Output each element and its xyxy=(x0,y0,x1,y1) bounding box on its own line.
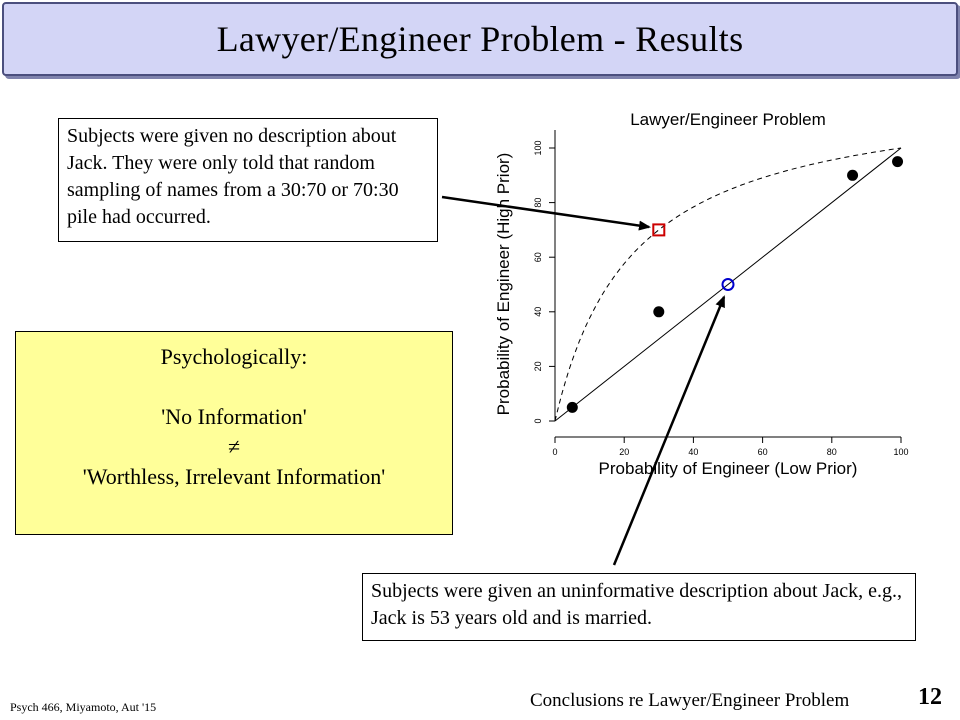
conclusion-box xyxy=(15,331,453,535)
data-point xyxy=(892,156,903,167)
arrow-to-circle xyxy=(614,297,724,565)
data-points xyxy=(567,156,903,413)
x-tick-label: 40 xyxy=(688,447,699,457)
data-point xyxy=(653,306,664,317)
x-tick-label: 0 xyxy=(552,447,558,457)
y-tick-label: 60 xyxy=(533,252,543,263)
y-tick-label: 80 xyxy=(533,197,543,208)
data-point xyxy=(847,170,858,181)
no-description-point xyxy=(653,224,664,235)
conclusion-line-4: 'Worthless, Irrelevant Information' xyxy=(82,464,386,489)
chart-title: Lawyer/Engineer Problem xyxy=(630,110,826,129)
x-axis-label: Probability of Engineer (Low Prior) xyxy=(598,459,858,478)
y-tick-label: 20 xyxy=(533,361,543,372)
y-tick-label: 40 xyxy=(533,306,543,317)
callout-no-description: Subjects were given no description about Jack. They were only told that random sampling of names from a 30:70 or 70:30 pile had occurred. xyxy=(58,118,438,242)
identity-line xyxy=(555,148,901,421)
not-equal-sign: ≠ xyxy=(227,434,241,459)
x-tick-label: 80 xyxy=(826,447,837,457)
page-number: 12 xyxy=(918,684,942,710)
y-tick-label: 100 xyxy=(533,140,543,156)
conclusion-line-1: Psychologically: xyxy=(160,344,308,369)
conclusion-line-2: 'No Information' xyxy=(161,404,307,429)
data-point xyxy=(567,402,578,413)
x-tick-label: 100 xyxy=(893,447,909,457)
ticks xyxy=(533,140,909,457)
arrow-to-square xyxy=(442,197,649,227)
y-tick-label: 0 xyxy=(533,418,543,424)
page-title: Lawyer/Engineer Problem - Results xyxy=(216,19,744,59)
footer-section-title: Conclusions re Lawyer/Engineer Problem xyxy=(530,690,850,711)
footer-course: Psych 466, Miyamoto, Aut '15 xyxy=(10,700,157,714)
y-axis-label: Probability of Engineer (High Prior) xyxy=(494,152,513,416)
callout-uninformative-description: Subjects were given an uninformative description about Jack, e.g., Jack is 53 years old and is married. xyxy=(362,573,916,641)
x-tick-label: 60 xyxy=(757,447,768,457)
x-tick-label: 20 xyxy=(619,447,630,457)
